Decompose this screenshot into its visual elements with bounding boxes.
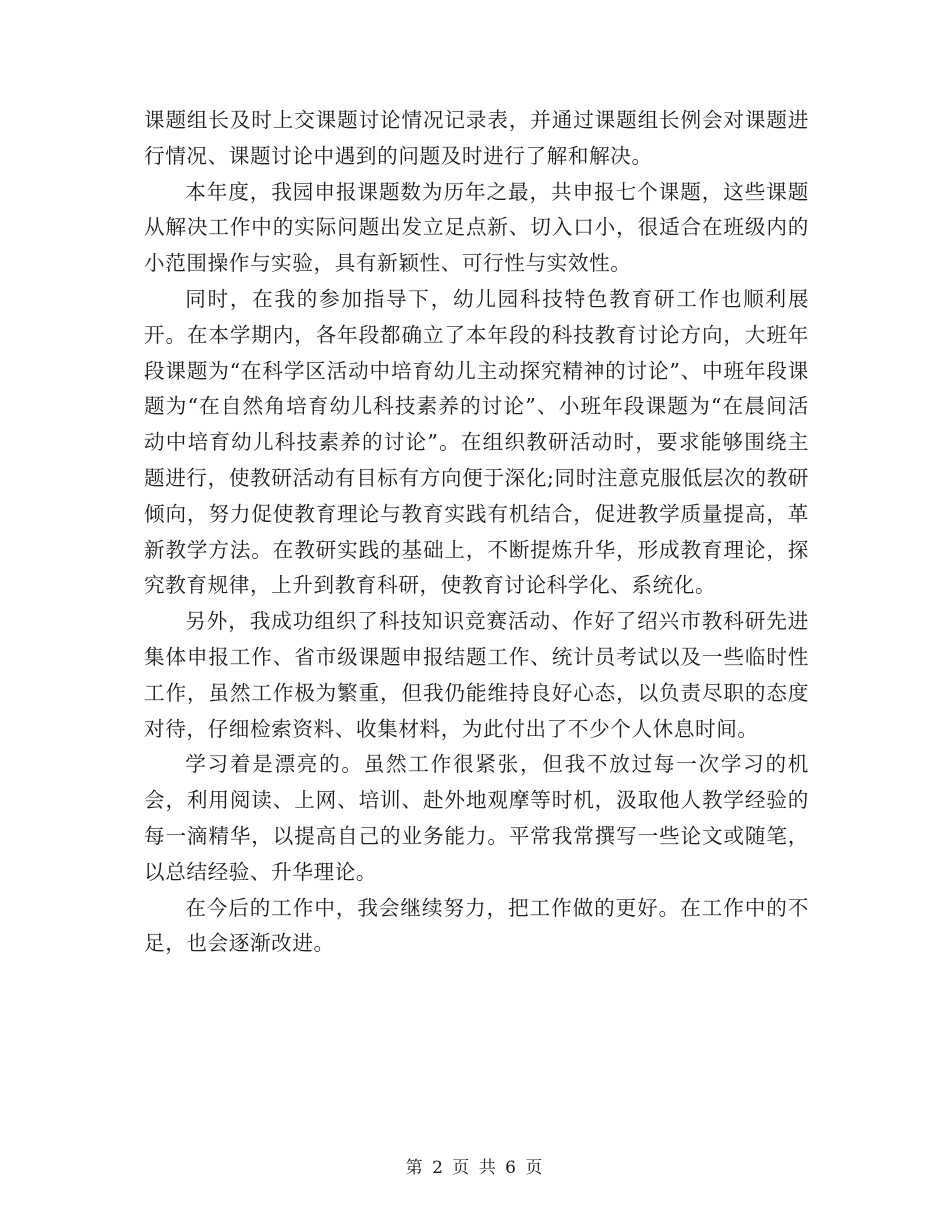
paragraph-4: 另外，我成功组织了科技知识竞赛活动、作好了绍兴市教科研先进集体申报工作、省市级课题申报结题工作、统计员考试以及一些临时性工作，虽然工作极为繁重，但我仍能维持良好心态，以负责尽职的态度对待，仔细检索资料、收集材料，为此付出了不少个人休息时间。: [144, 609, 809, 741]
paragraph-5: 学习着是漂亮的。虽然工作很紧张，但我不放过每一次学习的机会，利用阅读、上网、培训、赴外地观摩等时机，汲取他人教学经验的每一滴精华，以提高自己的业务能力。平常我常撰写一些论文或随笔，以总结经验、升华理论。: [144, 752, 809, 884]
document-body: [144, 103, 809, 962]
page-footer: 第 2 页 共 6 页: [405, 1158, 545, 1178]
paragraph-6: 在今后的工作中，我会继续努力，把工作做的更好。在工作中的不足，也会逐渐改进。: [144, 895, 809, 956]
paragraph-1: 课题组长及时上交课题讨论情况记录表，并通过课题组长例会对课题进行情况、课题讨论中遇到的问题及时进行了解和解决。: [144, 108, 809, 168]
paragraph-2: 本年度，我园申报课题数为历年之最，共申报七个课题，这些课题从解决工作中的实际问题出发立足点新、切入口小，很适合在班级内的小范围操作与实验，具有新颖性、可行性与实效性。: [144, 179, 809, 276]
paragraph-3: 同时，在我的参加指导下，幼儿园科技特色教育研工作也顺利展开。在本学期内，各年段都确立了本年段的科技教育讨论方向，大班年段课题为“在科学区活动中培育幼儿主动探究精神的讨论”、中班年段课题为“在自然角培育幼儿科技素养的讨论”、小班年段课题为“在晨间活动中培育幼儿科技素养的讨论”。在组织教研活动时，要求能够围绕主题进行，使教研活动有目标有方向便于深化;同时注意克服低层次的教研倾向，努力促使教育理论与教育实践有机结合，促进教学质量提高，革新教学方法。在教研实践的基础上，不断提炼升华，形成教育理论，探究教育规律，上升到教育科研，使教育讨论科学化、系统化。: [144, 286, 809, 598]
